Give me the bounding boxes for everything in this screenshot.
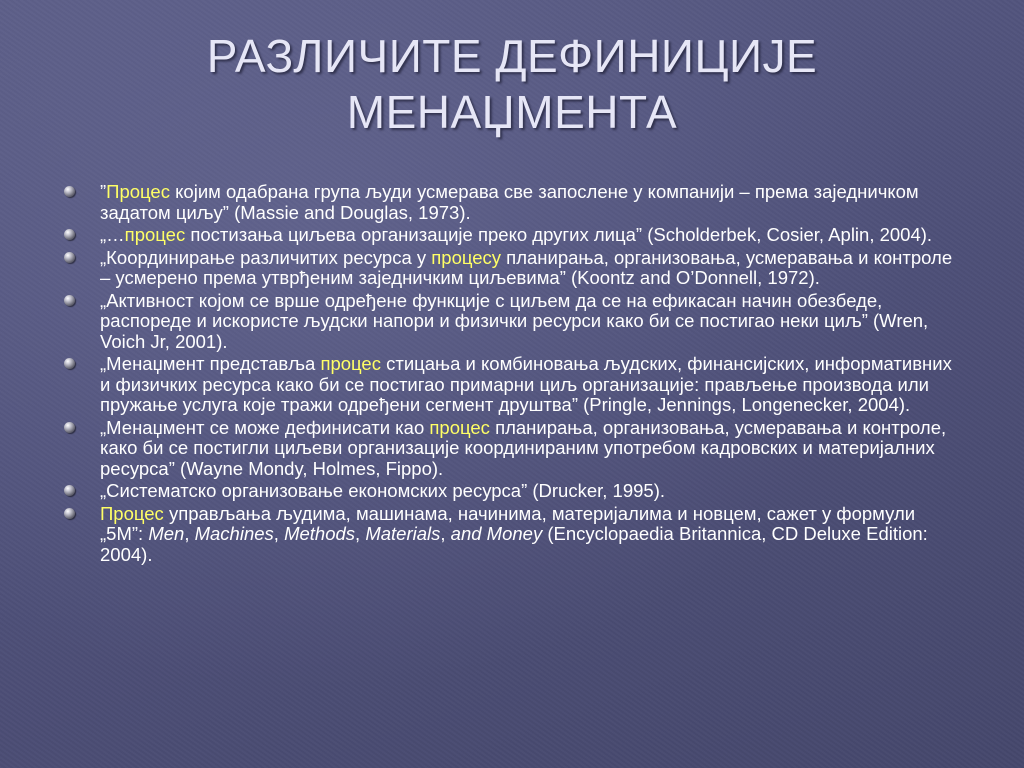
title-line-1: РАЗЛИЧИТЕ ДЕФИНИЦИЈЕ	[206, 30, 818, 82]
item-3-pre: „Координирање различитих ресурса у	[100, 246, 432, 268]
item-5-post: стицања и комбиновања људских, финансијских, информативних и физичких ресурса како би се постигао примарни циљ организације: прављење производа или пружање услуга које тражи одређени сегмент друштва” (Pringle, Jennings, Longenecker, 2004).	[100, 353, 952, 415]
item-1-highlight: Процес	[106, 181, 170, 202]
item-5-highlight: процес	[320, 353, 381, 374]
item-5-pre: „Менаџмент представља	[100, 353, 321, 374]
definition-item-8	[60, 504, 960, 566]
title-line-2: МЕНАЏМЕНТА	[346, 86, 678, 138]
bullet-icon	[64, 229, 75, 240]
bullet-icon	[64, 422, 75, 433]
bullet-icon	[64, 485, 75, 496]
item-3-post: планирања, организовања, усмеравања и контроле – усмерено према утврђеним заједничким циљевима” (Koontz and O’Donnell, 1972).	[100, 246, 953, 288]
definition-item-1	[60, 182, 960, 223]
definition-item-5	[60, 354, 960, 416]
item-8-methods: Methods	[284, 523, 356, 544]
item-2-pre: „…	[100, 224, 125, 245]
item-8-sep1: ,	[184, 523, 195, 544]
bullet-icon	[64, 508, 75, 519]
item-8-machines: Machines	[194, 523, 274, 544]
item-1-pre: ”	[100, 181, 107, 202]
item-2-post: постизања циљева организације преко других лица” (Scholderbek, Cosier, Aplin, 2004).	[185, 224, 933, 245]
item-8-sep2: ,	[273, 523, 285, 544]
item-6-pre: „Менаџмент се може дефинисати као	[100, 416, 430, 438]
item-8-sep4: ,	[440, 523, 451, 544]
definition-list	[60, 182, 960, 567]
item-8-highlight: Процес	[100, 502, 164, 524]
definition-item-4	[60, 291, 960, 353]
item-1-post: којим одабрана група људи усмерава све запослене у компанији – према заједничком задатом циљу” (Massie and Douglas, 1973).	[100, 181, 919, 223]
bullet-icon	[64, 295, 75, 306]
item-6-post: планирања, организовања, усмеравања и контроле, како би се постигли циљеви организације координираним употребом кадровских и материјалних ресурса” (Wayne Mondy, Holmes, Fippo).	[100, 416, 947, 479]
bullet-icon	[64, 186, 75, 197]
bullet-icon	[64, 358, 75, 369]
item-8-sep3: ,	[355, 523, 366, 544]
slide-title	[60, 28, 964, 140]
item-8-men: Men	[148, 523, 185, 544]
item-8-post: управљања људима, машинама, начинима, материјалима и новцем, сажет у формули „5М”:	[100, 502, 916, 544]
definition-item-6	[60, 418, 960, 480]
item-8-money: and Money	[450, 523, 543, 544]
item-8-tail: (Encyclopaedia Britannica, CD Deluxe Edition: 2004).	[100, 523, 928, 565]
item-6-highlight: процес	[429, 416, 490, 438]
definition-item-3	[60, 248, 960, 289]
bullet-icon	[64, 252, 75, 263]
definition-item-2	[60, 225, 960, 246]
item-8-materials: Materials	[365, 523, 441, 544]
definition-item-7	[60, 481, 960, 502]
item-3-highlight: процесу	[431, 246, 502, 268]
item-2-highlight: процес	[124, 224, 186, 245]
item-7-text: „Систематско организовање економских ресурса” (Drucker, 1995).	[100, 480, 665, 501]
item-4-text: „Активност којом се врше одређене функције с циљем да се на ефикасан начин обезбеде, распореде и искористе људски напори и физички ресурси како би се постигао неки циљ” (Wren, Voich Jr, 2001).	[100, 289, 929, 352]
